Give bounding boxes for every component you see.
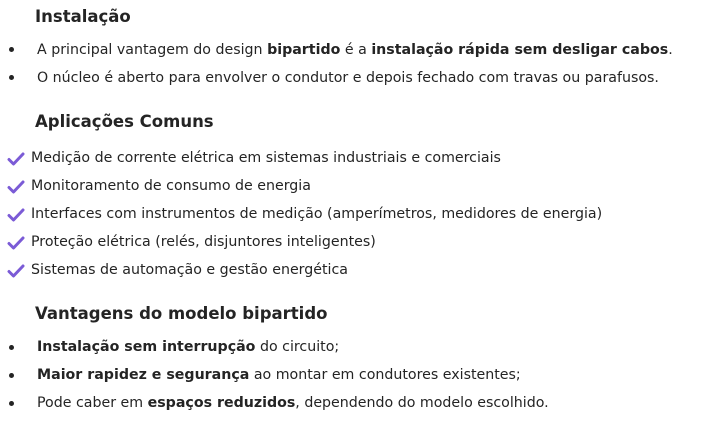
list-item: Maior rapidez e segurança ao montar em condutores existentes;: [37, 367, 521, 383]
list-item: A principal vantagem do design bipartido é a instalação rápida sem desligar cabos.: [37, 42, 673, 58]
list-item: Medição de corrente elétrica em sistemas industriais e comerciais: [31, 150, 501, 166]
check-icon: [7, 180, 25, 194]
check-icon: [7, 236, 25, 250]
bullet-icon: [9, 373, 14, 378]
list-item: Interfaces com instrumentos de medição (amperímetros, medidores de energia): [31, 206, 603, 222]
list-item: Monitoramento de consumo de energia: [31, 178, 311, 194]
list-item: O núcleo é aberto para envolver o condutor e depois fechado com travas ou parafusos.: [37, 70, 659, 86]
check-icon: [7, 208, 25, 222]
bullet-icon: [9, 75, 14, 80]
list-item: Sistemas de automação e gestão energética: [31, 262, 348, 278]
section-heading-instalacao: Instalação: [35, 7, 131, 26]
bullet-icon: [9, 47, 14, 52]
list-item: Instalação sem interrupção do circuito;: [37, 339, 340, 355]
check-icon: [7, 152, 25, 166]
bullet-icon: [9, 401, 14, 406]
check-icon: [7, 264, 25, 278]
list-item: Proteção elétrica (relés, disjuntores inteligentes): [31, 234, 376, 250]
section-heading-vantagens: Vantagens do modelo bipartido: [35, 304, 328, 323]
bullet-icon: [9, 345, 14, 350]
section-heading-aplicacoes-comuns: Aplicações Comuns: [35, 112, 214, 131]
list-item: Pode caber em espaços reduzidos, dependendo do modelo escolhido.: [37, 395, 549, 411]
